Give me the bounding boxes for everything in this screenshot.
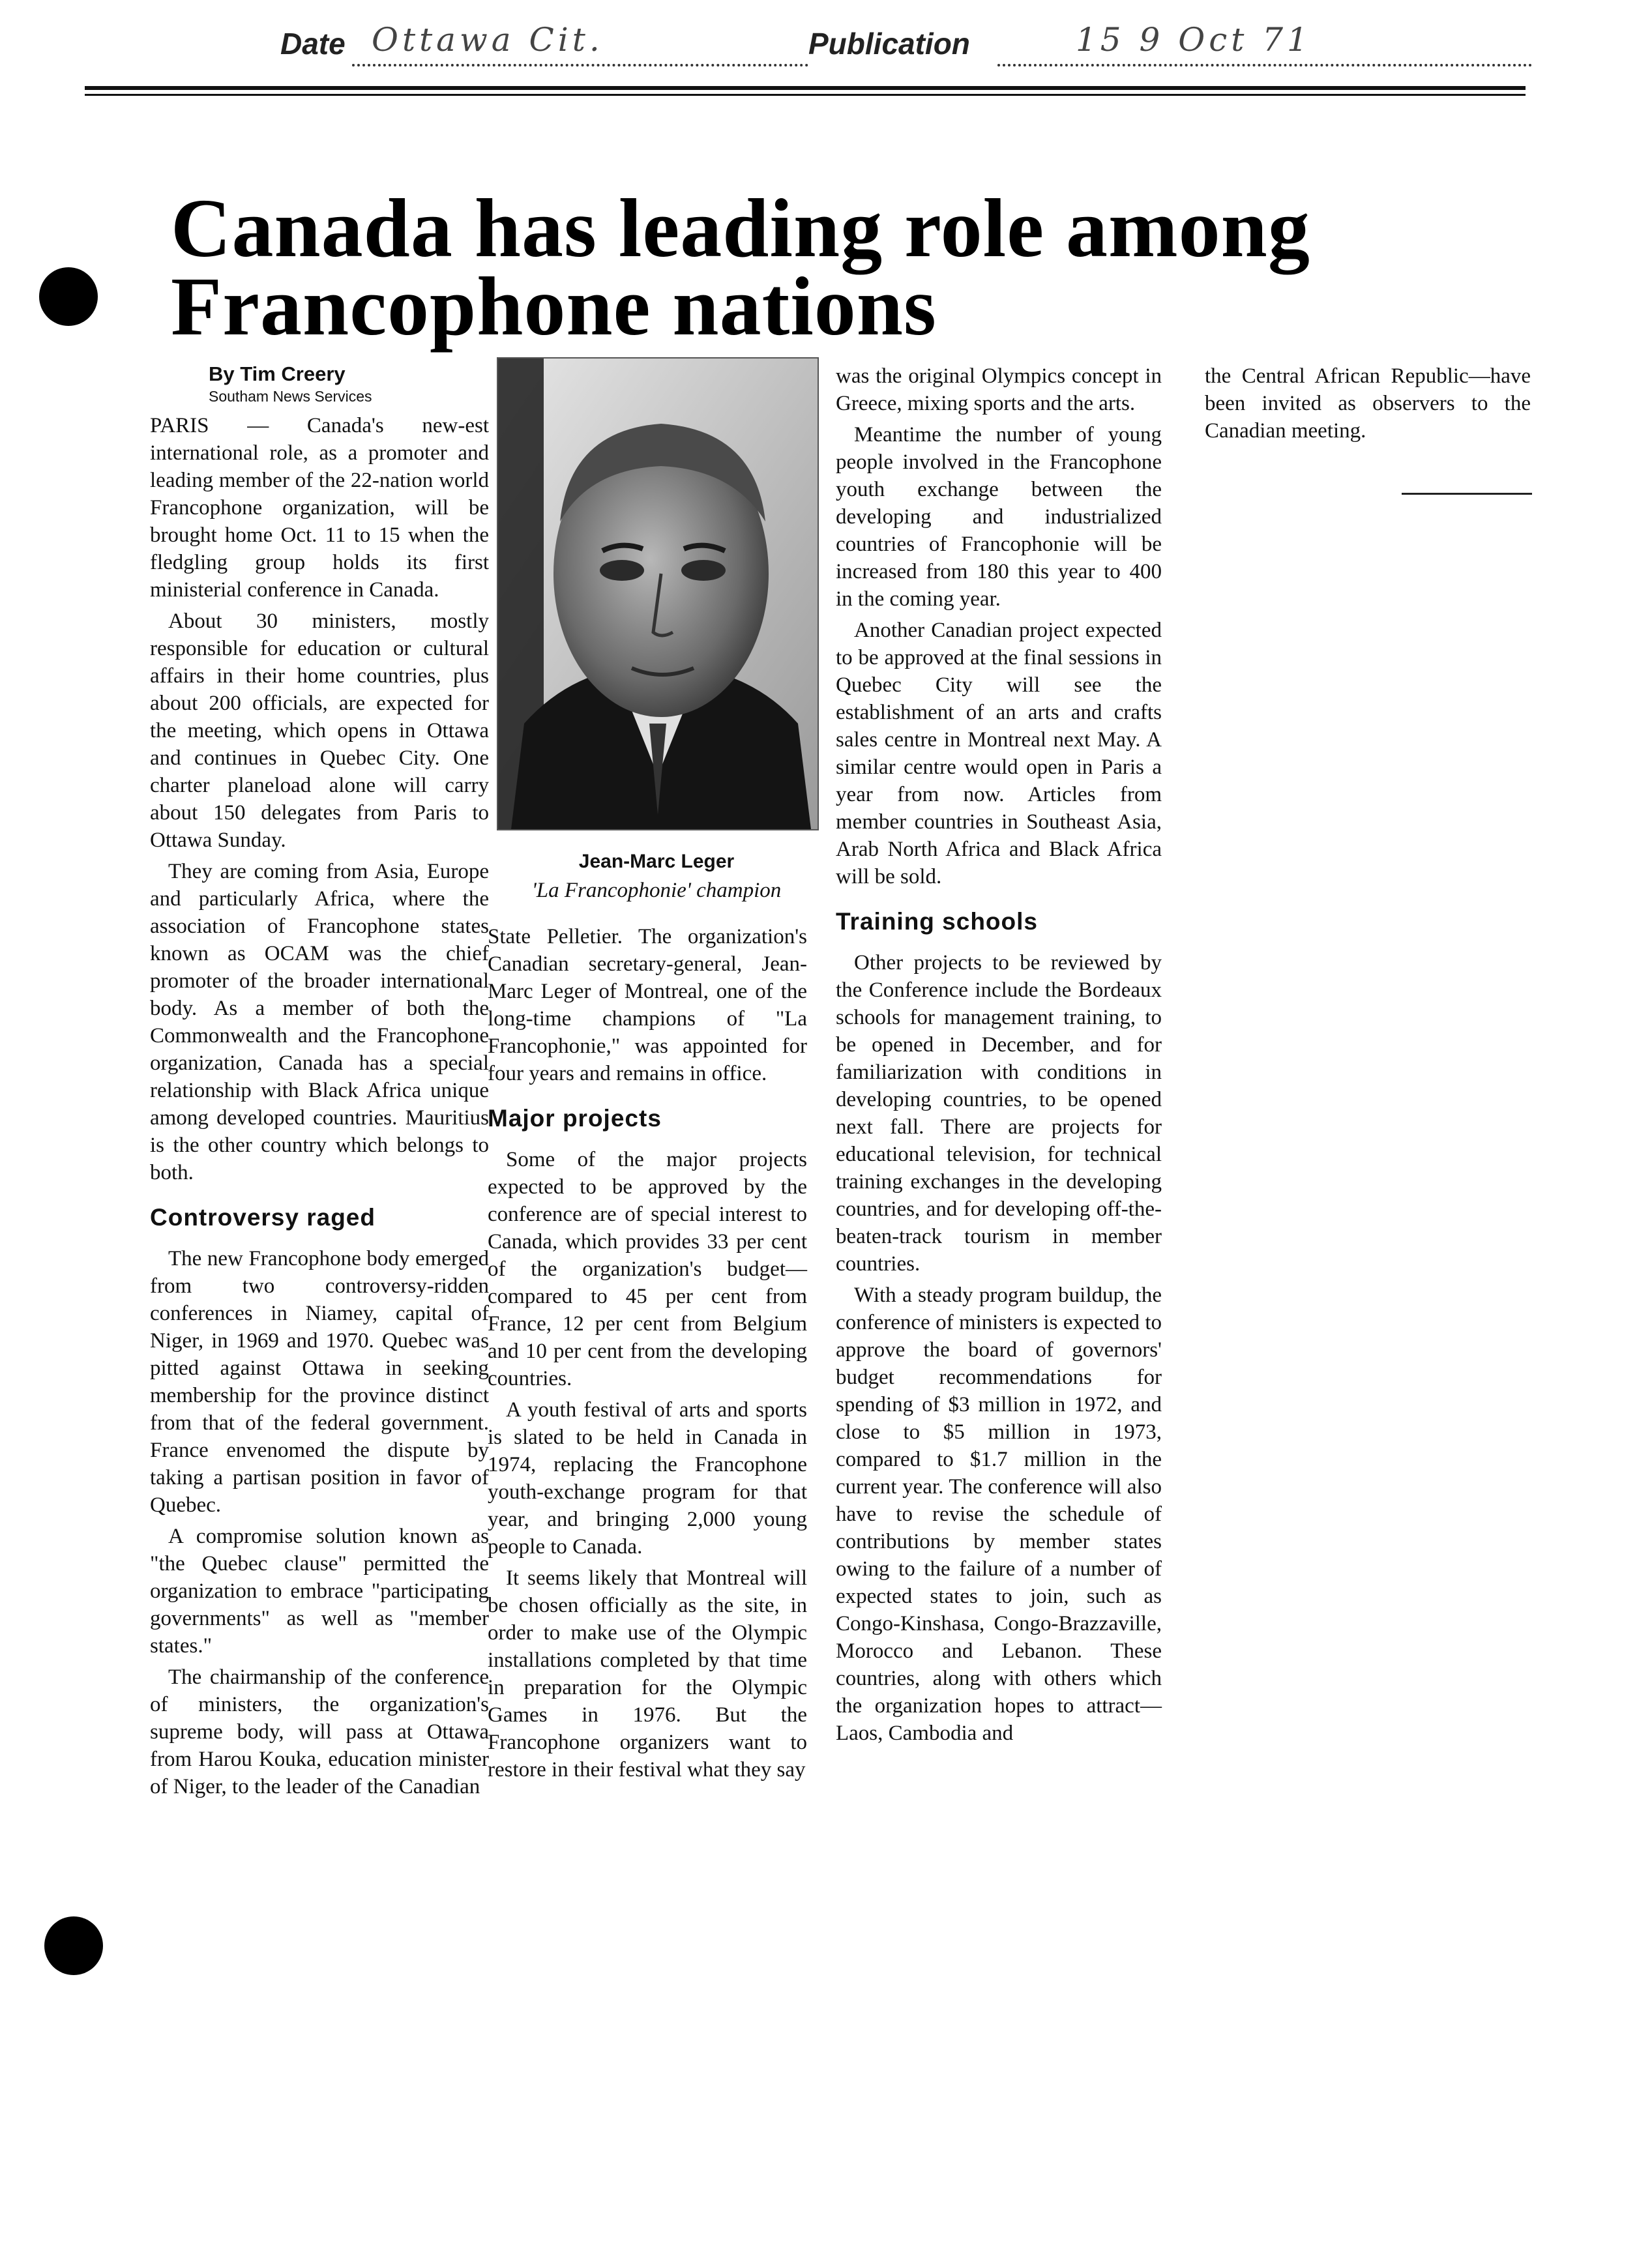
article-paragraph: With a steady program buildup, the conference of ministers is expected to approve the board of governors' budget recommendations for spending of $3 million in 1972, and close to $5 million in 1973, compared to $1.7 million in the current year. The conference will also have to revise the schedule of contributions by member states owing to the failure of a number of expected states to join, such as Congo-Kinshasa, Congo-Brazzaville, Morocco and Lebanon. These countries, along with others which the organization hopes to attract—Laos, Cambodia and bbox=[836, 1283, 1162, 1745]
section-subhead: Controversy raged bbox=[150, 1204, 376, 1231]
punch-hole-top bbox=[39, 267, 98, 326]
article-paragraph: It seems likely that Montreal will be chosen officially as the site, in order to make use of the Olympic installations completed by that time in preparation for the Olympic Games in 1976. But the Francophone organizers want to restore in their festival what they say bbox=[488, 1566, 807, 1781]
caption-name: Jean-Marc Leger bbox=[578, 851, 735, 872]
byline-agency: Southam News Services bbox=[209, 388, 372, 405]
headline bbox=[171, 182, 1409, 353]
publication-dotted-line bbox=[997, 64, 1532, 66]
article-paragraph: The chairmanship of the conference of ministers, the organization's supreme body, will pass at Ottawa from Harou Kouka, education minister of Niger, to the leader of the Canadian bbox=[150, 1665, 489, 1798]
byline-author: By Tim Creery bbox=[209, 362, 346, 385]
article-paragraph: A compromise solution known as "the Quebec clause" permitted the organization to embrace "participating governments" as well as "member states." bbox=[150, 1525, 489, 1658]
article-paragraph: State Pelletier. The organization's Canadian secretary-general, Jean-Marc Leger of Montreal, one of the long-time champions of "La Francophonie," was appointed for four years and remains in office. bbox=[488, 925, 807, 1085]
caption-role: 'La Francophonie' champion bbox=[531, 879, 782, 902]
date-dotted-line bbox=[352, 64, 808, 66]
article-paragraph: the Central African Republic—have been invited as observers to the Canadian meeting. bbox=[1205, 364, 1531, 443]
date-label: Date bbox=[280, 27, 346, 61]
article-column-3 bbox=[836, 362, 1162, 1751]
article-paragraph: Meantime the number of young people involved in the Francophone youth exchange between the developing and industrialized countries of Francophonie will be increased from 180 this year to 400 in the coming year. bbox=[836, 423, 1162, 611]
article-column-4 bbox=[1205, 362, 1531, 448]
header-rule-thin bbox=[85, 94, 1526, 96]
article-paragraph: A youth festival of arts and sports is slated to be held in Canada in 1974, replacing the Francophone youth-exchange program for that year, and bringing 2,000 young people to Canada. bbox=[488, 1398, 807, 1559]
section-subhead: Training schools bbox=[836, 908, 1038, 935]
clipping-header bbox=[85, 21, 1526, 98]
article-paragraph: was the original Olympics concept in Greece, mixing sports and the arts. bbox=[836, 364, 1162, 415]
portrait-image bbox=[498, 359, 818, 829]
headline-line-1: Canada has leading role among bbox=[171, 182, 1310, 274]
portrait-photo bbox=[497, 357, 819, 830]
article-paragraph: About 30 ministers, mostly responsible for education or cultural affairs in their home countries, plus about 200 officials, are expected for the meeting, which opens in Ottawa and continues in Quebec City. One charter planeload alone will carry about 150 delegates from Paris to Ottawa Sunday. bbox=[150, 609, 489, 852]
article-paragraph: Another Canadian project expected to be approved at the final sessions in Quebec City will see the establishment of an arts and crafts sales centre in Montreal next May. A similar centre would open in Paris a year from now. Articles from member countries in Southeast Asia, Arab North Africa and Black Africa will be sold. bbox=[836, 619, 1162, 888]
column-2-body bbox=[488, 923, 807, 1783]
article-column-2 bbox=[488, 923, 807, 1787]
article-paragraph: The new Francophone body emerged from two controversy-ridden conferences in Niamey, capital of Niger, in 1969 and 1970. Quebec was pitted against Ottawa in seeking membership for the province distinct from that of the federal government. France envenomed the dispute by taking a partisan position in favor of Quebec. bbox=[150, 1247, 489, 1517]
article-paragraph: PARIS — Canada's new-est international role, as a promoter and leading member of the 22-nation world Francophone organization, will be brought home Oct. 11 to 15 when the fledgling group holds its first ministerial conference in Canada. bbox=[150, 414, 489, 602]
date-handwriting: Ottawa Cit. bbox=[372, 21, 604, 59]
article-paragraph: Some of the major projects expected to be approved by the conference are of special interest to Canada, which provides 33 per cent of the organization's budget—compared to 45 per cent from France, 12 per cent from Belgium and 10 per cent from the developing countries. bbox=[488, 1148, 807, 1390]
column-3-body bbox=[836, 362, 1162, 1747]
photo-caption bbox=[497, 847, 816, 905]
column-4-body bbox=[1205, 362, 1531, 445]
article-end-rule bbox=[1402, 493, 1532, 495]
article-paragraph: They are coming from Asia, Europe and particularly Africa, where the association of Francophone states known as OCAM was the chief promoter of the broader international body. As a member of both the Commonwealth and the Francophone organization, Canada has a special relationship with Black Africa unique among developed countries. Mauritius is the other country which belongs to both. bbox=[150, 860, 489, 1184]
punch-hole-bottom bbox=[44, 1916, 103, 1975]
publication-label: Publication bbox=[808, 27, 970, 61]
publication-handwriting: 15 9 Oct 71 bbox=[1076, 21, 1312, 59]
article-paragraph: Other projects to be reviewed by the Conference include the Bordeaux schools for management training, to be opened in December, and for familiarization with conditions in developing countries, to be opened next fall. There are projects for educational television, for technical training exchanges in the developing countries, and for developing off-the-beaten-track tourism in member countries. bbox=[836, 951, 1162, 1276]
article-column-1 bbox=[150, 362, 489, 1804]
section-subhead: Major projects bbox=[488, 1105, 662, 1132]
headline-line-2: Francophone nations bbox=[171, 260, 937, 353]
column-1-body bbox=[150, 412, 489, 1800]
header-rule-thick bbox=[85, 86, 1526, 90]
